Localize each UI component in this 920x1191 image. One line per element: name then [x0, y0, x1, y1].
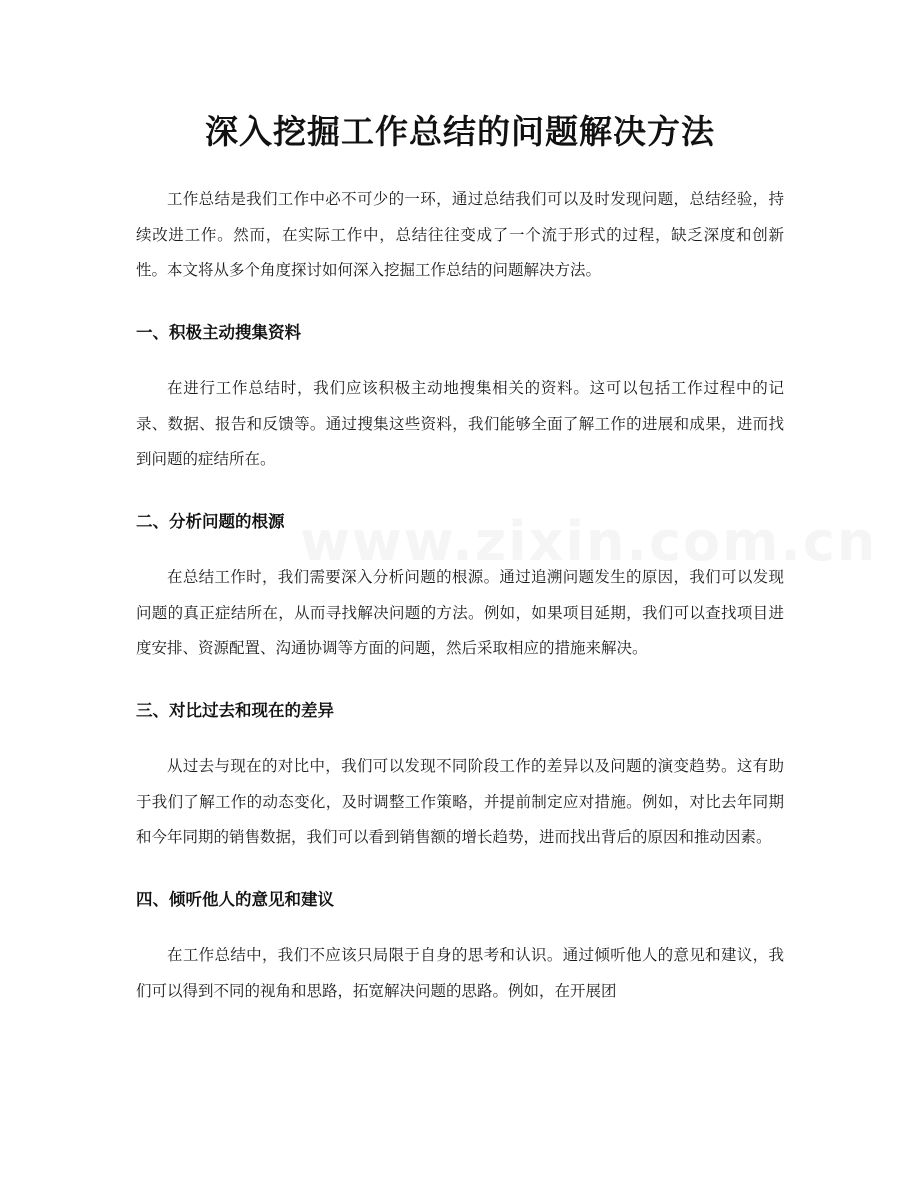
section-heading-3: 三、对比过去和现在的差异 [136, 700, 334, 720]
section-heading-2: 二、分析问题的根源 [136, 511, 285, 531]
document-body [136, 182, 784, 1009]
section-heading-4: 四、倾听他人的意见和建议 [136, 889, 334, 909]
section-paragraph-4: 在工作总结中，我们不应该只局限于自身的思考和认识。通过倾听他人的意见和建议，我们可以得到不同的视角和思路，拓宽解决问题的思路。例如，在开展团 [136, 946, 784, 1000]
section-paragraph-3: 从过去与现在的对比中，我们可以发现不同阶段工作的差异以及问题的演变趋势。这有助于我们了解工作的动态变化，及时调整工作策略，并提前制定应对措施。例如，对比去年同期和今年同期的销售数据，我们可以看到销售额的增长趋势，进而找出背后的原因和推动因素。 [136, 757, 784, 846]
section-paragraph-2: 在总结工作时，我们需要深入分析问题的根源。通过追溯问题发生的原因，我们可以发现问题的真正症结所在，从而寻找解决问题的方法。例如，如果项目延期，我们可以查找项目进度安排、资源配置、沟通协调等方面的问题，然后采取相应的措施来解决。 [136, 568, 784, 657]
section-paragraph-1: 在进行工作总结时，我们应该积极主动地搜集相关的资料。这可以包括工作过程中的记录、数据、报告和反馈等。通过搜集这些资料，我们能够全面了解工作的进展和成果，进而找到问题的症结所在。 [136, 379, 784, 468]
intro-paragraph: 工作总结是我们工作中必不可少的一环，通过总结我们可以及时发现问题，总结经验，持续改进工作。然而，在实际工作中，总结往往变成了一个流于形式的过程，缺乏深度和创新性。本文将从多个角度探讨如何深入挖掘工作总结的问题解决方法。 [136, 190, 784, 279]
section-heading-1: 一、积极主动搜集资料 [136, 322, 301, 342]
watermark: www.zixin.com.cn [300, 510, 878, 573]
document-title: 深入挖掘工作总结的问题解决方法 [205, 112, 715, 151]
